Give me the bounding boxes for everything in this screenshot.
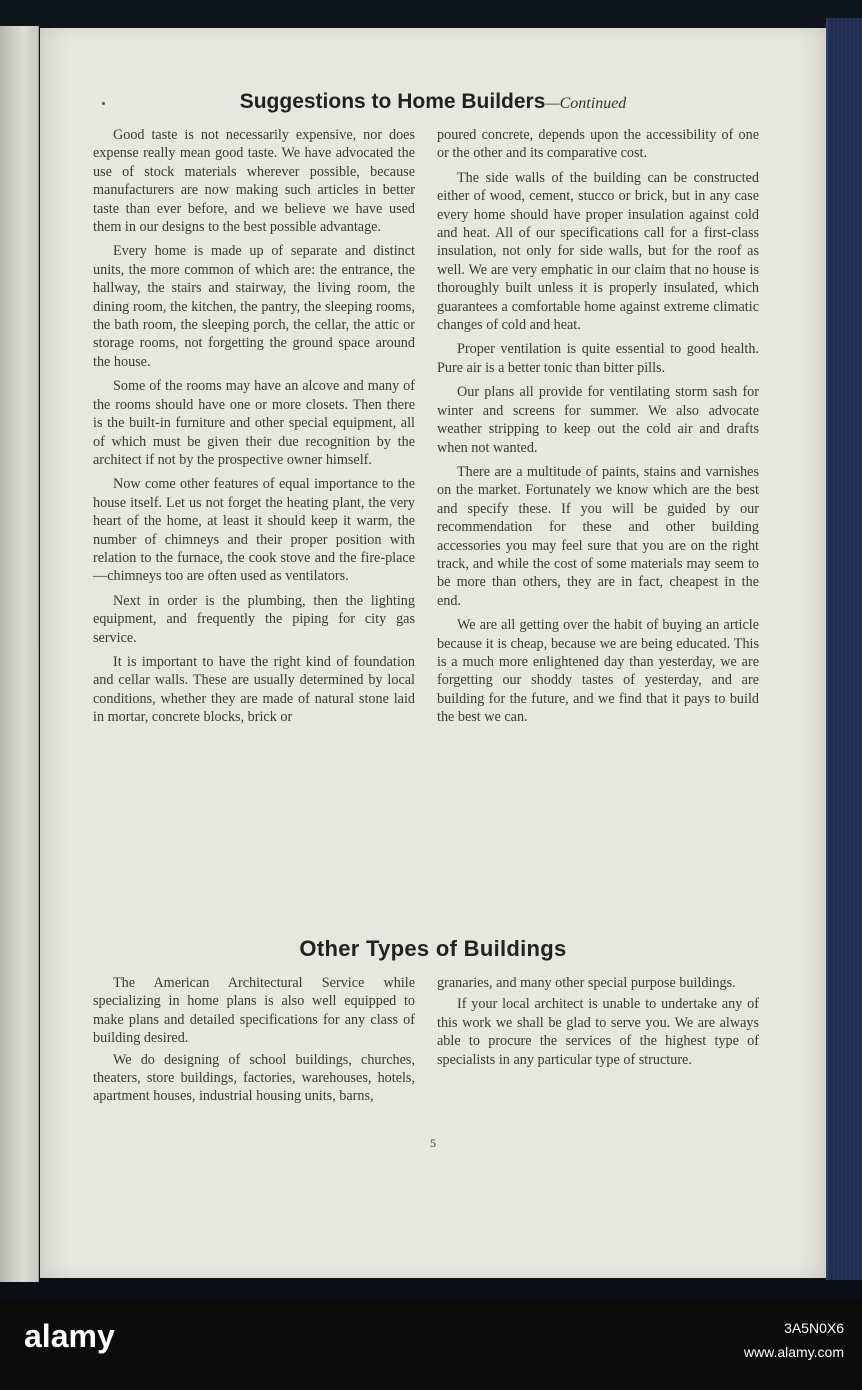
facing-page-edge: [0, 26, 39, 1282]
paragraph: granaries, and many other special purpose buildings.: [437, 975, 736, 991]
book-page: [40, 28, 826, 1278]
paragraph: If your local architect is unable to undertake any of this work we shall be glad to serve you. We are always able to procure the services of the highest type of specialists in any particular type of structure.: [437, 996, 759, 1068]
paragraph: The side walls of the building can be constructed either of wood, cement, stucco or brick, but in any case every home should have proper insulation against cold and heat. All of our specifications call for a first-class insulation, not only for side walls, but for the roof as well. We are very emphatic in our claim that no house is thoroughly built unless it is properly insulated, which guarantees a comfortable home against extreme climatic changes of cold and heat.: [437, 169, 759, 334]
text-column-left-2: [93, 974, 415, 1109]
text-column-left: [93, 126, 415, 733]
text-column-right: [437, 126, 759, 733]
paragraph: Good taste is not necessarily expensive, nor does expense really mean good taste. We have advocated the use of stock materials wherever possible, because manufacturers are now making such articles in better taste than ever before, and we believe we have used them in our designs to the best possible advantage.: [93, 127, 415, 236]
paragraph: Our plans all provide for ventilating storm sash for winter and screens for summer. We also advocate weather stripping to keep out the cold air and drafts when not wanted.: [437, 384, 759, 456]
stock-info: [744, 1316, 844, 1364]
paragraph: Some of the rooms may have an alcove and many of the rooms should have one or more closets. Then there is the built-in furniture and other special equipment, all of which must be given their due recognition by the architect if not by the prospective owner himself.: [93, 378, 415, 468]
paragraph: Now come other features of equal importance to the house itself. Let us not forget the heating plant, the very heart of the home, at least it should keep it warm, the number of chimneys and their proper position with relation to the furnace, the cook stove and the fire-place—chimneys too are often used as ventilators.: [93, 476, 415, 585]
paragraph: There are a multitude of paints, stains and varnishes on the market. Fortunately we know which are the best and specify these. If you will be guided by our recommendation for these and other building accessories you may feel sure that you are on the right track, and while the cost of some materials may seem to be more than others, they are in fact, cheapest in the end.: [437, 463, 759, 609]
paragraph: poured concrete, depends upon the accessibility of one or the other and its comparative cost.: [437, 127, 759, 162]
paragraph: The American Architectural Service while specializing in home plans is also well equipped to make plans and detailed specifications for any class of building desired.: [93, 975, 415, 1047]
continued-label: —Continued: [545, 95, 627, 112]
section-title-text: Suggestions to Home Builders: [239, 90, 546, 113]
section-title-2: Other Types of Buildings: [299, 936, 567, 961]
section-title: [40, 90, 826, 114]
paragraph: Every home is made up of separate and distinct units, the more common of which are: the entrance, the hallway, the stairs and stairway, the living room, the dining room, the kitchen, the pantry, the sleeping rooms, the bath room, the sleeping porch, the cellar, the attic or storage rooms, not forgetting the ground space around the house.: [93, 243, 415, 370]
paragraph: It is important to have the right kind of foundation and cellar walls. These are usually determined by local conditions, whether they are made of natural stone laid in mortar, concrete blocks, brick or: [93, 653, 415, 726]
paragraph: We are all getting over the habit of buying an article because it is cheap, because we are being educated. This is a much more enlightened day than yesterday, we are forgetting our shoddy tastes of yesterday, and are building for the future, and we find that it pays to build the best we can.: [437, 617, 759, 726]
book-cover-edge: [826, 18, 862, 1280]
stock-footer: [0, 1300, 862, 1390]
page-number: 5: [430, 1136, 436, 1150]
paragraph: Proper ventilation is quite essential to good health. Pure air is a better tonic than bitter pills.: [437, 341, 759, 376]
paragraph: We do designing of school buildings, churches, theaters, store buildings, factories, warehouses, hotels, apartment houses, industrial housing units, barns,: [93, 1051, 415, 1105]
image-id: 3A5N0X6: [784, 1320, 844, 1336]
site-url: www.alamy.com: [743, 1344, 844, 1360]
stock-logo: alamy: [24, 1318, 115, 1354]
paragraph: Next in order is the plumbing, then the lighting equipment, and frequently the piping for city gas service.: [93, 592, 415, 646]
text-column-right-2: [437, 974, 759, 1072]
